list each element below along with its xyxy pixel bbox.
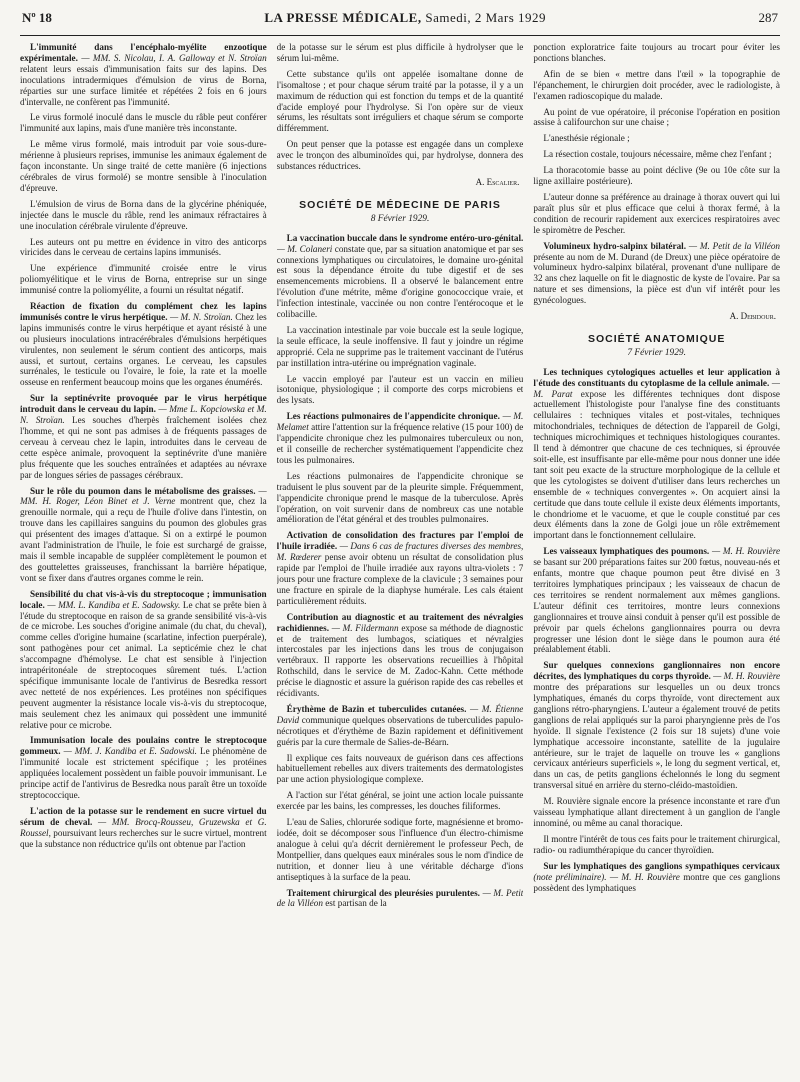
article-author: — MM. H. Roger, Léon Binet et J. Verne — [20, 485, 267, 507]
paragraph — [20, 263, 267, 296]
paragraph-text: expose les différentes techniques dont dispose actuellement l'histologiste pour l'analyse fine des constituants cellulaires : techniques vitales et post-vitales, techniques mitochondriales, techniques de détection de l'appareil de Golgi, techniques microchimiques et techniques histologiques courantes. Il tend à démontrer que chacune de ces techniques, si éprouvée soit-elle, est insuffisante par elle-même pour nous donner une idée tant soit peu exacte de la structure morphologique de la cellule et que les cytologistes se doivent d'utiliser dans leurs recherches un ensemble de « techniques convergentes ». On acquiert ainsi la certitude que dans toute cellule il existe deux éléments importants, le chondriome et le vacuome, et que le couple constitué par ces deux éléments dans la zone de Golgi joue un rôle extrêmement important dans le fonctionnement cellulaire. — [533, 388, 780, 541]
paragraph-text: La résection costale, toujours nécessaire, même chez l'enfant ; — [543, 149, 772, 160]
society-heading: SOCIÉTÉ ANATOMIQUE — [587, 332, 726, 345]
article-title: L'action de la potasse sur le rendement en sucre virtuel du sérum de cheval. — [20, 805, 267, 827]
article-entry — [20, 42, 267, 107]
paragraph — [20, 237, 267, 259]
paragraph-text: L'émulsion de virus de Borna dans de la glycérine phéniquée, injectée dans le muscle du râble, rend les animaux réfractaires à une inoculation cérébrale virulente d'épreuve. — [20, 198, 267, 231]
article-entry — [20, 301, 267, 388]
paragraph — [277, 790, 524, 812]
article-title: L'immunité dans l'encéphalo-myélite enzootique expérimentale. — [20, 42, 267, 63]
article-author: — M. Étienne David — [276, 703, 524, 725]
paragraph-text: La thoracotomie basse au point déclive (9e ou 10e côte sur la ligne axillaire postérieure). — [533, 165, 780, 187]
article-title: Sur le rôle du poumon dans le métabolisme des graisses. — [30, 485, 256, 496]
paragraph — [277, 325, 524, 369]
paragraph-text: L'anesthésie régionale ; — [543, 133, 630, 144]
article-author: — MM. J. Kandiba et E. Sadowski. — [63, 746, 197, 757]
paragraph-text: On peut penser que la potasse est engagée dans un complexe avec le tronçon des albuminoïdes qui, par hydrolyse, donnera des substances réductrices. — [276, 139, 524, 172]
article-entry — [20, 393, 267, 480]
paragraph — [533, 165, 780, 187]
issue-date: Samedi, 2 Mars 1929 — [425, 10, 547, 25]
paragraph-text: Cette substance qu'ils ont appelée isomaltane donne de l'isomaltose ; et pour chaque sérum traité par la potasse, il y a un maximum de réduction qui est fonction du temps et de la quantité d'acide employé pour l'hydrolyse. Si l'on opère sur de vieux sérums, les résultats sont irréguliers et chaque sérum se comporte différemment. — [276, 68, 524, 134]
article-entry — [277, 888, 524, 910]
article-author: — Mme L. Kopciowska et M. N. Stroïan. — [20, 404, 267, 426]
article-title: Les réactions pulmonaires de l'appendicite chronique. — [286, 411, 500, 422]
paragraph-text: Il explique ces faits nouveaux de guérison dans ces affections habituellement rebelles aux divers traitements des dermatologistes par une action physiologique complexe. — [276, 752, 524, 785]
paragraph-text: pense avoir obtenu un résultat de consolidation plus rapide par l'emploi de l'huile irradiée aux rayons ultra-violets : 7 jours pour une fracture complexe de la clavicule ; 3 semaines pour une fracture en spirale de la diaphyse humérale. Les cals étaient particulièrement réduits. — [276, 552, 524, 606]
article-author: (note préliminaire). — M. H. Rouvière — [533, 871, 680, 882]
paragraph — [20, 139, 267, 194]
article-title: Sur quelques connexions ganglionnaires non encore décrites, des lymphatiques du corps thyroïde. — [533, 660, 780, 682]
paragraph-text: M. Rouvière signale encore la présence inconstante et rare d'un vaisseau lymphatique allant directement à un ganglion de l'angle innominé, ou même au canal thoracique. — [533, 796, 780, 828]
society-heading: SOCIÉTÉ DE MÉDECINE DE PARIS — [299, 198, 501, 211]
paragraph-text: présente au nom de M. Durand (de Dreux) une pièce opératoire de volumineux hydro-salpinx bilatéral, provenant d'une nullipare de 32 ans chez laquelle on fit le diagnostic de kyste de l'ovaire. Par sa nature et ses dimensions, la pièce est d'un vif intérêt pour les gynécologues. — [533, 251, 780, 306]
paragraph-text: L'auteur donne sa préférence au drainage à thorax ouvert qui lui paraît plus sûr et plus efficace que celui à thorax fermé, à la condition de recourir rapidement aux exercices respiratoires avec le spiromètre de Pescher. — [533, 191, 780, 235]
paragraph — [533, 69, 780, 102]
article-entry — [533, 367, 780, 542]
paragraph-text: attire l'attention sur la fréquence relative (15 pour 100) de l'appendicite chronique chez les pulmonaires tuberculeux ou non, et il conseille de rechercher systématiquement l'appendicite chez tous les pulmonaires. — [276, 422, 524, 465]
article-author: — Dans 6 cas de fractures diverses des membres, M. Rœderer — [276, 541, 524, 563]
article-title: Sur la septinévrite provoquée par le virus herpétique introduit dans le cerveau du lapin. — [20, 393, 267, 415]
article-columns — [20, 42, 780, 1062]
paragraph-text: montre que ces ganglions possèdent des lymphatiques — [533, 871, 780, 893]
column-3 — [533, 42, 780, 1062]
paragraph-text: Une expérience d'immunité croisée entre le virus poliomyélitique et le virus de Borna, entreprise sur un singe immunisé contre la poliomyélite, a fourni un résultat négatif. — [20, 263, 267, 296]
paragraph-text: Il montre l'intérêt de tous ces faits pour le traitement chirurgical, radio- ou radiumthérapique du cancer thyroïdien. — [533, 833, 780, 855]
paragraph-text: communique quelques observations de tuberculides papulo-nécrotiques et d'érythème de Bazin rapidement et définitivement guéris par la cure thermale de Salies-de-Béarn. — [276, 714, 524, 747]
article-title: Activation de consolidation des fractures par l'emploi de l'huile irradiée. — [276, 530, 524, 552]
article-title: Réaction de fixation du complément chez les lapins immunisés contre le virus herpétique. — [20, 301, 267, 322]
society-date: 8 Février 1929. — [370, 213, 430, 224]
article-author: — MM. Brocq-Rousseu, Gruzewska et G. Roussel, — [20, 816, 267, 838]
paragraph-text: L'eau de Salies, chlorurée sodique forte, magnésienne et bromo-iodée, doit se décomposer sous l'influence d'un électro-chimisme analogue à celui qu'a décrit dernièrement le professeur Pech, de Montpellier, dans quelques eaux minérales sous le nom d'indice de nutrition, et donner lieu à une véritable décharge d'ions antiseptiques à la surface de la peau. — [276, 817, 524, 882]
publication-title: LA PRESSE MÉDICALE, — [264, 10, 422, 25]
article-author: — MM. S. Nicolau, I. A. Galloway et N. Stroïan — [81, 52, 267, 63]
paragraph — [533, 192, 780, 236]
paragraph-text: Les réactions pulmonaires de l'appendicite chronique se traduisent le plus souvent par de la pleurite simple. Fréquemment, l'appendicite chronique prend le masque de la tuberculose. Après l'opération, on voit survenir dans de nombreux cas une notable amélioration de l'état général et des troubles pulmonaires. — [276, 470, 524, 525]
paragraph-text: relatent leurs essais d'immunisation faits sur des lapins. Des inoculations intradermiques d'émulsion de virus de Borna, réparties sur une surface limitée et répétées 2 fois en 6 jours d'intervalle, ne confèrent pas l'immunité. — [20, 63, 267, 107]
article-title: Les vaisseaux lymphatiques des poumons. — [543, 546, 710, 557]
paragraph-text: montre des préparations sur lesquelles un ou deux troncs lymphatiques, émanés du corps thyroïde, vont directement aux ganglions rétro-pharyngiens. L'auteur a également trouvé de petits ganglions de relai appliqués sur la paroi pharyngienne près de l'os hyoïde. Il signale l'existence (2 fois sur 18 sujets) d'une voie lymphatique accessoire inconstante, satellite de la jugulaire antérieure, sur le trajet de laquelle on trouve les « ganglions cervicaux antérieurs superficiels », le long du segment vertical, et, dans un cas, de petits ganglions échelonnés le long du segment transversal situé en arrière du sterno-cléido-mastoïdien. — [533, 682, 780, 791]
article-entry — [277, 530, 524, 606]
paragraph-text: Afin de se bien « mettre dans l'œil » la topographie de l'épanchement, le chirurgien doit procéder, avec le radiologiste, à l'examen radioscopique du malade. — [533, 68, 780, 101]
article-entry — [20, 589, 267, 731]
article-author: — M. H. Rouvière — [711, 546, 780, 557]
article-author: — M. Petit de la Villéon — [276, 887, 524, 909]
article-author: — M. Parat — [533, 377, 780, 399]
article-title: Sensibilité du chat vis-à-vis du streptocoque ; immunisation locale. — [20, 588, 267, 610]
paragraph-text: Le vaccin employé par l'auteur est un vaccin en milieu isotonique, physiologique ; il comporte des corps microbiens et des lysats. — [276, 373, 524, 406]
signature: A. Escalier. — [475, 176, 520, 187]
paragraph — [533, 133, 780, 144]
article-title: Traitement chirurgical des pleurésies purulentes. — [286, 887, 480, 898]
paragraph-text: ponction exploratrice faite toujours au trocart pour éviter les ponctions blanches. — [533, 42, 780, 63]
paragraph — [277, 471, 524, 526]
article-author: — M. Melamet — [276, 411, 524, 433]
article-author: — MM. L. Kandiba et E. Sadowsky. — [47, 599, 181, 610]
article-author: — M. Fildermann — [331, 622, 399, 633]
paragraph-text: constate que, par sa situation anatomique et par ses connexions lymphatiques ou circulatoires, le domaine uro-génital est sous la dépendance étroite du tube digestif et de ses ensemencements microbiens. Il a observé le balancement entre l'évolution d'une métrite, même d'origine gonococcique vraie, et l'infection intestinale, vaccinée ou non contre l'entérocoque et le colibacille. — [276, 243, 524, 320]
article-title: Les techniques cytologiques actuelles et leur application à l'étude des constituants du cytoplasme de la cellule animale. — [533, 366, 780, 388]
article-title: Immunisation locale des poulains contre le streptocoque gommeux. — [20, 735, 267, 757]
paragraph-text: expose sa méthode de diagnostic et de traitement des lumbagos, sciatiques et névralgies intercostales par les injections dans les trous de conjugaison vertébraux. Il rapporte les observations recueillies à l'hôpital Rothschild, dans le service de M. Zadoc-Kahn. Cette méthode précise le diagnostic et assure la guérison rapide des cas rebelles et récidivants. — [276, 622, 524, 699]
article-author: — M. Colaneri — [276, 243, 333, 254]
article-entry — [533, 546, 780, 655]
article-entry — [20, 806, 267, 850]
paragraph-text: poursuivant leurs recherches sur le sucre virtuel, montrent que la substance non réductrice qu'ils ont obtenue par l'action — [20, 827, 267, 849]
paragraph — [277, 753, 524, 786]
paragraph-text: Le virus formolé inoculé dans le muscle du râble peut conférer l'immunité aux lapins, mais d'une manière très inconstante. — [20, 112, 267, 134]
paragraph — [277, 42, 524, 64]
article-title: Contribution au diagnostic et au traitement des névralgies rachidiennes. — [276, 611, 524, 633]
article-title: Érythème de Bazin et tuberculides cutanées. — [286, 703, 467, 714]
article-title: Sur les lymphatiques des ganglions sympathiques cervicaux — [543, 860, 780, 871]
paragraph — [533, 107, 780, 129]
paragraph-text: de la potasse sur le sérum est plus difficile à hydrolyser que le sérum lui-même. — [276, 42, 524, 63]
paragraph-text: Le phénomène de l'immunité locale est strictement spécifique ; les protéines appliquées localement possèdent un faible pouvoir immunisant. Le principe actif de l'antivirus de Besredka nous paraît être un toxoïde streptococcique. — [20, 746, 267, 800]
paragraph-text: est partisan de la — [325, 898, 387, 909]
paragraph — [533, 796, 780, 829]
article-author: — M. Petit de la Villéon — [688, 240, 780, 251]
column-1 — [20, 42, 267, 1062]
paragraph-text: Chez les lapins immunisés contre le virus herpétique et ayant résisté à une ou plusieurs inoculations intracérébrales d'émulsions herpétiques virulentes, non seulement le sérum contient des anticorps, mais aussi, et surtout, certains organes. Le cerveau, les capsules surrénales, le testicule ou l'ovaire, le foie, la rate et la moelle osseuse en renferment beaucoup moins que les organes énumérés. — [20, 311, 267, 388]
article-entry — [277, 411, 524, 466]
article-author: — M. N. Stroïan. — [169, 311, 233, 322]
paragraph — [277, 374, 524, 407]
article-entry — [277, 233, 524, 320]
article-entry — [533, 660, 780, 791]
article-entry — [20, 486, 267, 584]
article-title: La vaccination buccale dans le syndrome entéro-uro-génital. — [286, 232, 524, 243]
page-header — [20, 10, 780, 36]
paragraph — [277, 817, 524, 882]
signature: A. Debidour. — [729, 311, 777, 322]
issue-number: Nº 18 — [22, 10, 52, 25]
paragraph-text: se basant sur 200 préparations faites sur 200 fœtus, nouveau-nés et enfants, montre que chaque poumon peut être divisé en 3 territoires lymphatiques principaux ; les vaisseaux de chacun de ces territoires se rendent normalement aux mêmes ganglions. L'auteur définit ces territoires, montre leurs connexions ganglionnaires et trouve ainsi conduit à penser qu'il est possible de prévoir par quels échelons ganglionnaires pourra ou devra progresser une lésion dont le siège dans le poumon aura été préalablement établi. — [533, 557, 780, 655]
article-entry — [533, 241, 780, 306]
paragraph — [533, 42, 780, 64]
paragraph-text: A l'action sur l'état général, se joint une action locale puissante exercée par les bains, les compresses, les douches filiformes. — [276, 790, 524, 812]
masthead — [264, 10, 546, 26]
paragraph — [533, 149, 780, 160]
article-entry — [20, 735, 267, 800]
newspaper-page — [20, 0, 780, 1070]
paragraph — [277, 139, 524, 172]
paragraph — [277, 69, 524, 134]
column-2 — [277, 42, 524, 1062]
paragraph — [20, 199, 267, 232]
article-entry — [277, 704, 524, 748]
article-title: Volumineux hydro-salpinx bilatéral. — [543, 240, 687, 251]
page-number: 287 — [758, 10, 778, 25]
paragraph-text: Le chat se prête bien à l'étude du streptocoque en raison de sa grande sensibilité vis-à-vis de ce microbe. Les souches d'origine animale (du chat, du cheval), comme celles d'origine humaine (scarlatine, infection puerpérale), sont pathogènes pour cet animal. La septicémie chez le chat s'accompagne d'hémolyse. Le chat est sensible à l'injection intrapéritonéale de streptocoques sûrement tués. L'action spécifique immunisante locale de l'antivirus de Besredka ressort avec netteté de nos expériences. Les protéines non spécifiques peuvent augmenter la résistance locale vis-à-vis du streptocoque, mais seulement chez les animaux qui possèdent une immunité relative pour ce microbe. — [20, 599, 267, 730]
paragraph-text: montrent que, chez la grenouille normale, qui a reçu de l'huile d'olive dans l'intestin, on trouve dans les capillaires sanguins du poumon des globules gras qui présentent des images d'attaque. Si on a extirpé le poumon avant l'administration de l'huile, le foie est surchargé de graisse, mais il semble incapable de suppléer complètement le poumon et des gouttelettes graisseuses, franchissant la barrière hépatique, vont se fixer dans d'autres organes comme le rein. — [20, 496, 267, 583]
paragraph-text: Le même virus formolé, mais introduit par voie sous-dure-mérienne à plusieurs reprises, immunise les animaux également de façon inconstante. Un singe traité de cette manière (6 injections cérébrales de virus formolé) se montre sensible à l'inoculation d'épreuve. — [20, 139, 267, 193]
paragraph-text: Au point de vue opératoire, il préconise l'opération en position assise à califourchon sur une chaise ; — [533, 106, 780, 128]
paragraph-text: Les souches d'herpès fraîchement isolées chez l'homme, et qui ne sont pas admises à de fréquents passages de cerveau à cerveau chez le lapin, introduites dans le cerveau de cette espèce animale, provoquent la septinévrite d'une manière plus fréquente que les souches entraînées et adaptées au névraxe par de longues séries de passages cérébraux. — [20, 415, 267, 480]
article-entry — [277, 612, 524, 699]
article-entry — [533, 861, 780, 894]
paragraph — [533, 834, 780, 856]
paragraph — [20, 112, 267, 134]
paragraph-text: Les auteurs ont pu mettre en évidence in vitro des anticorps viricides dans le cerveau de certains lapins immunisés. — [20, 236, 267, 258]
article-author: — M. H. Rouvière — [713, 671, 780, 682]
society-date: 7 Février 1929. — [627, 347, 686, 358]
paragraph-text: La vaccination intestinale par voie buccale est la seule logique, la seule efficace, la seule inoffensive. Il faut y joindre un régime approprié. Cela ne supprime pas le traitement vaccinant de l'utérus par instillation intra-utérine ou imprégnation vaginale. — [276, 324, 524, 368]
